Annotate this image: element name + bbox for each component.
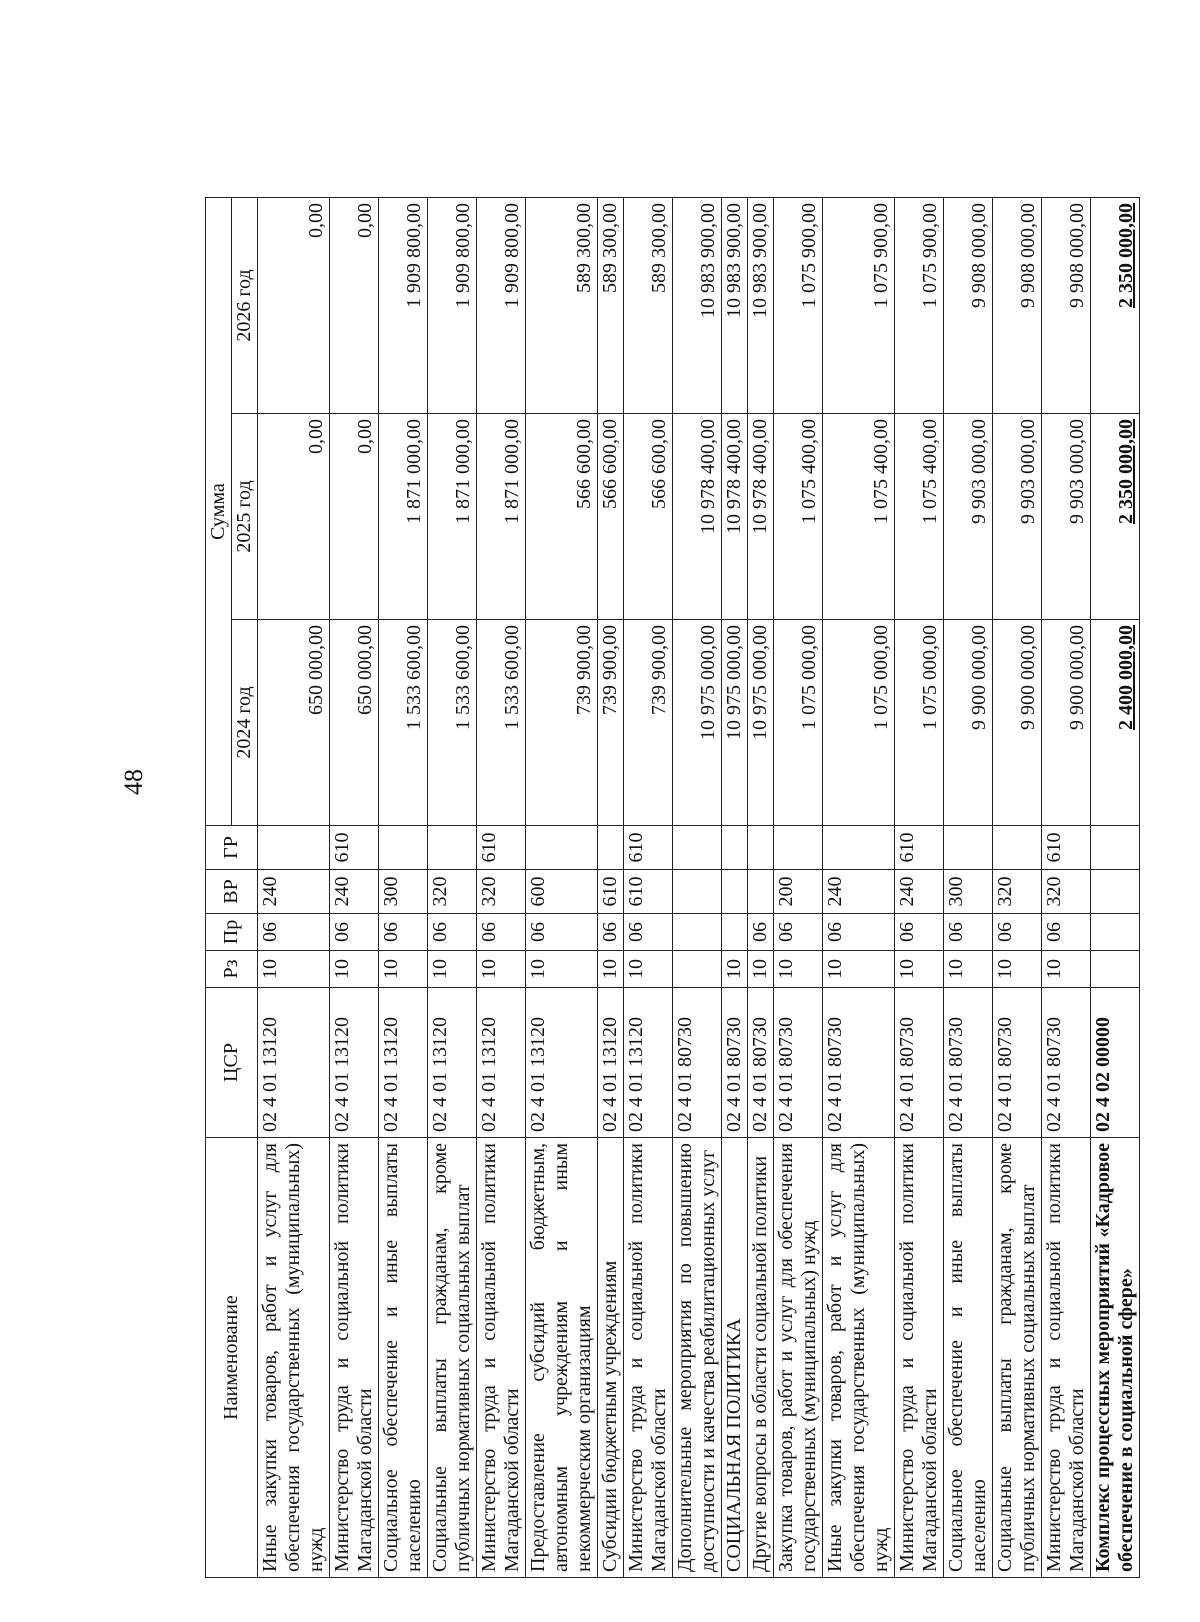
cell-pr: 06	[823, 914, 895, 951]
table-row	[944, 198, 993, 1578]
table-row	[526, 198, 598, 1578]
cell-sum-2025: 10 978 400,00	[673, 414, 722, 620]
cell-sum-2026: 0,00	[258, 198, 330, 414]
cell-csr: 02 4 01 13120	[379, 988, 428, 1138]
cell-name: Комплекс процессных мероприятий «Кадровое обеспечение в социальной сфере»	[1091, 1138, 1140, 1578]
cell-pr: 06	[330, 914, 379, 951]
cell-csr: 02 4 01 80730	[748, 988, 774, 1138]
cell-pr	[722, 914, 748, 951]
header-vr: ВР	[206, 870, 258, 914]
cell-sum-2025: 10 978 400,00	[722, 414, 748, 620]
cell-pr: 06	[258, 914, 330, 951]
cell-sum-2024: 1 075 000,00	[823, 620, 895, 826]
cell-sum-2024: 1 075 000,00	[774, 620, 823, 826]
cell-sum-2026: 9 908 000,00	[993, 198, 1042, 414]
cell-rz: 10	[598, 951, 624, 988]
cell-gr	[993, 826, 1042, 870]
cell-rz: 10	[477, 951, 526, 988]
cell-vr: 610	[598, 870, 624, 914]
cell-sum-2026: 589 300,00	[624, 198, 673, 414]
cell-vr: 240	[823, 870, 895, 914]
cell-pr: 06	[598, 914, 624, 951]
cell-name: Министерство труда и социальной политики Магаданской области	[624, 1138, 673, 1578]
cell-name: Другие вопросы в области социальной политики	[748, 1138, 774, 1578]
cell-sum-2024: 1 533 600,00	[428, 620, 477, 826]
header-pr: Пр	[206, 914, 258, 951]
budget-table	[205, 197, 1140, 1578]
cell-rz: 10	[379, 951, 428, 988]
cell-vr: 320	[477, 870, 526, 914]
cell-rz: 10	[895, 951, 944, 988]
cell-sum-2024	[1091, 620, 1140, 826]
cell-pr: 06	[477, 914, 526, 951]
table-row	[673, 198, 722, 1578]
cell-pr: 06	[1042, 914, 1091, 951]
cell-name: Иные закупки товаров, работ и услуг для обеспечения государственных (муниципальных) нужд	[258, 1138, 330, 1578]
cell-sum-2026: 1 909 800,00	[477, 198, 526, 414]
cell-sum-2025: 566 600,00	[598, 414, 624, 620]
cell-sum-2025: 9 903 000,00	[944, 414, 993, 620]
cell-sum-2026: 10 983 900,00	[673, 198, 722, 414]
cell-csr: 02 4 01 80730	[944, 988, 993, 1138]
cell-sum-2025: 1 871 000,00	[428, 414, 477, 620]
cell-sum-2026: 10 983 900,00	[748, 198, 774, 414]
table-row	[993, 198, 1042, 1578]
cell-rz: 10	[993, 951, 1042, 988]
cell-gr	[944, 826, 993, 870]
cell-csr: 02 4 01 13120	[624, 988, 673, 1138]
cell-sum-2025: 566 600,00	[526, 414, 598, 620]
table-row	[1091, 198, 1140, 1578]
cell-sum-2025: 10 978 400,00	[748, 414, 774, 620]
cell-sum-2025: 1 075 400,00	[774, 414, 823, 620]
cell-gr	[774, 826, 823, 870]
cell-vr: 300	[379, 870, 428, 914]
cell-gr	[823, 826, 895, 870]
table-row	[477, 198, 526, 1578]
cell-csr: 02 4 01 13120	[258, 988, 330, 1138]
cell-sum-2024: 739 900,00	[598, 620, 624, 826]
cell-name: Закупка товаров, работ и услуг для обеспечения государственных (муниципальных) нужд	[774, 1138, 823, 1578]
cell-pr: 06	[774, 914, 823, 951]
header-year-2026: 2026 год	[232, 198, 258, 414]
cell-csr: 02 4 01 13120	[598, 988, 624, 1138]
cell-pr: 06	[895, 914, 944, 951]
table-row	[624, 198, 673, 1578]
cell-vr: 320	[1042, 870, 1091, 914]
cell-csr: 02 4 01 80730	[774, 988, 823, 1138]
table-row	[722, 198, 748, 1578]
cell-name: Субсидии бюджетным учреждениям	[598, 1138, 624, 1578]
cell-sum-2024: 10 975 000,00	[748, 620, 774, 826]
cell-sum-2025-value: 2 350 000,00	[1115, 419, 1137, 524]
cell-csr: 02 4 01 80730	[895, 988, 944, 1138]
cell-vr: 320	[993, 870, 1042, 914]
table-row	[774, 198, 823, 1578]
cell-rz: 10	[258, 951, 330, 988]
cell-csr: 02 4 01 80730	[993, 988, 1042, 1138]
cell-name: Дополнительные мероприятия по повышению доступности и качества реабилитационных услуг	[673, 1138, 722, 1578]
cell-vr: 200	[774, 870, 823, 914]
cell-rz: 10	[722, 951, 748, 988]
cell-gr	[722, 826, 748, 870]
header-year-2024: 2024 год	[232, 620, 258, 826]
cell-name: Социальные выплаты гражданам, кроме публичных нормативных социальных выплат	[993, 1138, 1042, 1578]
cell-name: Предоставление субсидий бюджетным, автономным учреждениям и иным некоммерческим организациям	[526, 1138, 598, 1578]
budget-table-sheet	[205, 198, 1137, 1578]
cell-vr: 610	[624, 870, 673, 914]
cell-sum-2025: 9 903 000,00	[993, 414, 1042, 620]
cell-vr: 240	[258, 870, 330, 914]
cell-gr	[1091, 826, 1140, 870]
cell-sum-2024: 10 975 000,00	[722, 620, 748, 826]
cell-vr	[722, 870, 748, 914]
table-row	[330, 198, 379, 1578]
cell-sum-2026: 0,00	[330, 198, 379, 414]
cell-name: Иные закупки товаров, работ и услуг для обеспечения государственных (муниципальных) нужд	[823, 1138, 895, 1578]
cell-sum-2024-value: 2 400 000,00	[1115, 625, 1137, 730]
cell-rz: 10	[748, 951, 774, 988]
table-row	[823, 198, 895, 1578]
header-rz: Рз	[206, 951, 258, 988]
cell-csr: 02 4 01 13120	[526, 988, 598, 1138]
cell-gr: 610	[1042, 826, 1091, 870]
cell-name: Министерство труда и социальной политики Магаданской области	[1042, 1138, 1091, 1578]
cell-rz: 10	[944, 951, 993, 988]
cell-sum-2024: 1 533 600,00	[477, 620, 526, 826]
cell-rz: 10	[526, 951, 598, 988]
cell-name: Министерство труда и социальной политики Магаданской области	[330, 1138, 379, 1578]
cell-csr: 02 4 02 00000	[1091, 988, 1140, 1138]
cell-rz	[1091, 951, 1140, 988]
cell-name: Министерство труда и социальной политики Магаданской области	[895, 1138, 944, 1578]
cell-sum-2025: 0,00	[330, 414, 379, 620]
table-row	[895, 198, 944, 1578]
cell-rz: 10	[823, 951, 895, 988]
table-body	[258, 198, 1140, 1578]
cell-vr: 300	[944, 870, 993, 914]
cell-pr: 06	[748, 914, 774, 951]
cell-rz: 10	[330, 951, 379, 988]
cell-sum-2025	[1091, 414, 1140, 620]
cell-name: СОЦИАЛЬНАЯ ПОЛИТИКА	[722, 1138, 748, 1578]
cell-vr: 600	[526, 870, 598, 914]
cell-sum-2026: 1 075 900,00	[774, 198, 823, 414]
cell-csr: 02 4 01 80730	[673, 988, 722, 1138]
cell-pr: 06	[526, 914, 598, 951]
table-row	[379, 198, 428, 1578]
cell-sum-2024: 739 900,00	[526, 620, 598, 826]
cell-vr: 240	[895, 870, 944, 914]
cell-vr: 240	[330, 870, 379, 914]
cell-rz: 10	[1042, 951, 1091, 988]
cell-gr	[526, 826, 598, 870]
cell-name: Социальное обеспечение и иные выплаты населению	[944, 1138, 993, 1578]
cell-gr: 610	[477, 826, 526, 870]
cell-pr: 06	[993, 914, 1042, 951]
cell-vr	[748, 870, 774, 914]
cell-rz: 10	[624, 951, 673, 988]
cell-sum-2024: 9 900 000,00	[993, 620, 1042, 826]
header-csr: ЦСР	[206, 988, 258, 1138]
cell-sum-2026: 1 909 800,00	[428, 198, 477, 414]
cell-sum-2025: 1 075 400,00	[823, 414, 895, 620]
cell-rz: 10	[774, 951, 823, 988]
cell-name: Социальные выплаты гражданам, кроме публичных нормативных социальных выплат	[428, 1138, 477, 1578]
cell-pr	[673, 914, 722, 951]
cell-gr	[598, 826, 624, 870]
cell-name: Министерство труда и социальной политики Магаданской области	[477, 1138, 526, 1578]
cell-gr	[748, 826, 774, 870]
cell-pr: 06	[379, 914, 428, 951]
cell-sum-2025: 1 871 000,00	[379, 414, 428, 620]
cell-sum-2024: 650 000,00	[258, 620, 330, 826]
header-gr: ГР	[206, 826, 258, 870]
cell-sum-2026: 1 075 900,00	[895, 198, 944, 414]
cell-sum-2026: 1 909 800,00	[379, 198, 428, 414]
cell-sum-2025: 0,00	[258, 414, 330, 620]
header-year-2025: 2025 год	[232, 414, 258, 620]
cell-sum-2024: 10 975 000,00	[673, 620, 722, 826]
table-row	[258, 198, 330, 1578]
table-row	[598, 198, 624, 1578]
cell-sum-2026: 9 908 000,00	[1042, 198, 1091, 414]
cell-sum-2026: 589 300,00	[526, 198, 598, 414]
cell-pr: 06	[944, 914, 993, 951]
cell-sum-2025: 566 600,00	[624, 414, 673, 620]
cell-sum-2024: 9 900 000,00	[1042, 620, 1091, 826]
cell-sum-2024: 650 000,00	[330, 620, 379, 826]
page-number: 48	[119, 769, 148, 795]
cell-sum-2026: 589 300,00	[598, 198, 624, 414]
cell-csr: 02 4 01 80730	[1042, 988, 1091, 1138]
table-row	[428, 198, 477, 1578]
cell-csr: 02 4 01 13120	[477, 988, 526, 1138]
cell-gr: 610	[624, 826, 673, 870]
cell-vr	[1091, 870, 1140, 914]
cell-pr: 06	[428, 914, 477, 951]
table-row	[1042, 198, 1091, 1578]
cell-csr: 02 4 01 13120	[330, 988, 379, 1138]
cell-csr: 02 4 01 13120	[428, 988, 477, 1138]
cell-sum-2025: 1 871 000,00	[477, 414, 526, 620]
cell-vr: 320	[428, 870, 477, 914]
cell-sum-2026	[1091, 198, 1140, 414]
cell-pr	[1091, 914, 1140, 951]
cell-sum-2026: 10 983 900,00	[722, 198, 748, 414]
cell-sum-2026: 9 908 000,00	[944, 198, 993, 414]
cell-gr	[673, 826, 722, 870]
cell-rz: 10	[428, 951, 477, 988]
cell-name: Социальное обеспечение и иные выплаты населению	[379, 1138, 428, 1578]
cell-pr: 06	[624, 914, 673, 951]
cell-sum-2024: 1 075 000,00	[895, 620, 944, 826]
header-sum: Сумма	[206, 198, 232, 826]
cell-csr: 02 4 01 80730	[823, 988, 895, 1138]
table-row	[748, 198, 774, 1578]
cell-sum-2024: 1 533 600,00	[379, 620, 428, 826]
table-header-row	[206, 198, 232, 1578]
cell-sum-2025: 9 903 000,00	[1042, 414, 1091, 620]
cell-gr	[379, 826, 428, 870]
cell-gr: 610	[895, 826, 944, 870]
cell-gr	[428, 826, 477, 870]
cell-csr: 02 4 01 80730	[722, 988, 748, 1138]
cell-vr	[673, 870, 722, 914]
cell-sum-2026: 1 075 900,00	[823, 198, 895, 414]
cell-gr	[258, 826, 330, 870]
cell-sum-2025: 1 075 400,00	[895, 414, 944, 620]
cell-sum-2024: 9 900 000,00	[944, 620, 993, 826]
cell-rz	[673, 951, 722, 988]
header-name: Наименование	[206, 1138, 258, 1578]
cell-sum-2026-value: 2 350 000,00	[1115, 203, 1137, 308]
cell-sum-2024: 739 900,00	[624, 620, 673, 826]
cell-gr: 610	[330, 826, 379, 870]
